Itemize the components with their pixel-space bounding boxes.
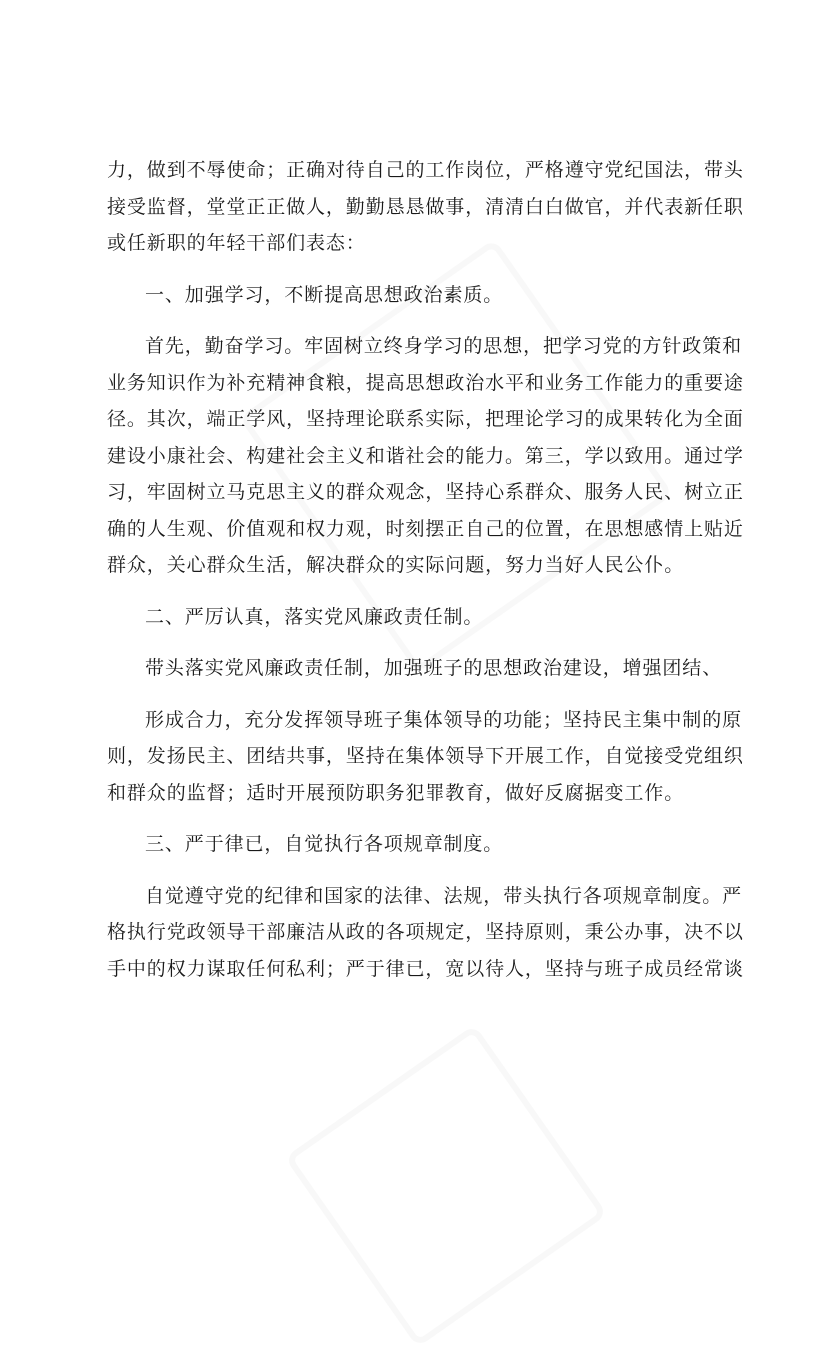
text-line: 和群众的监督；适时开展预防职务犯罪教育，做好反腐据变工作。 — [107, 781, 685, 804]
text-line: 习，牢固树立马克思主义的群众观念，坚持心系群众、服务人民、树立正 — [107, 481, 744, 503]
text-line: 确的人生观、价值观和权力观，时刻摆正自己的位置，在思想感情上贴近 — [107, 517, 744, 540]
text-line: 三、严于律已，自觉执行各项规章制度。 — [145, 833, 504, 855]
text-line: 手中的权力谋取任何私利；严于律已，宽以待人，坚持与班子成员经常谈 — [107, 957, 744, 980]
text-line: 二、严厉认真，落实党风廉政责任制。 — [145, 605, 484, 628]
text-line: 带头落实党风廉政责任制，加强班子的思想政治建设，增强团结、 — [145, 657, 723, 679]
text-line: 业务知识作为补充精神食粮，提高思想政治水平和业务工作能力的重要途 — [107, 371, 744, 394]
text-line: 力，做到不辱使命；正确对待自己的工作岗位，严格遵守党纪国法，带头 — [107, 159, 744, 181]
paragraph-h1 — [107, 277, 737, 314]
document-body — [107, 152, 744, 987]
paragraph-h3 — [107, 826, 737, 863]
paragraph-p0 — [107, 152, 744, 262]
paragraph-p2a — [107, 650, 737, 687]
text-line: 则，发扬民主、团结共事，坚持在集体领导下开展工作，自觉接受党组织 — [107, 745, 744, 767]
paragraph-p1 — [107, 328, 744, 584]
text-line: 形成合力，充分发挥领导班子集体领导的功能；坚持民主集中制的原 — [145, 708, 743, 731]
watermark-seal-bottom — [284, 1024, 607, 1347]
text-line: 自觉遵守党的纪律和国家的法律、法规，带头执行各项规章制度。严 — [145, 884, 743, 907]
text-line: 建设小康社会、构建社会主义和谐社会的能力。第三，学以致用。通过学 — [107, 444, 744, 467]
paragraph-p2b — [107, 702, 744, 812]
paragraph-h2 — [107, 599, 737, 636]
text-line: 首先，勤奋学习。牢固树立终身学习的思想，把学习党的方针政策和 — [145, 335, 743, 357]
text-line: 接受监督，堂堂正正做人，勤勤恳恳做事，清清白白做官，并代表新任职 — [107, 195, 744, 218]
paragraph-p3 — [107, 878, 744, 988]
text-line: 一、加强学习，不断提高思想政治素质。 — [145, 283, 504, 306]
text-line: 或任新职的年轻干部们表态： — [107, 232, 366, 254]
text-line: 格执行党政领导干部廉洁从政的各项规定，坚持原则，秉公办事，决不以 — [107, 921, 744, 943]
text-line: 径。其次，端正学风，坚持理论联系实际，把理论学习的成果转化为全面 — [107, 408, 744, 430]
text-line: 群众，关心群众生活，解决群众的实际问题，努力当好人民公仆。 — [107, 554, 685, 576]
